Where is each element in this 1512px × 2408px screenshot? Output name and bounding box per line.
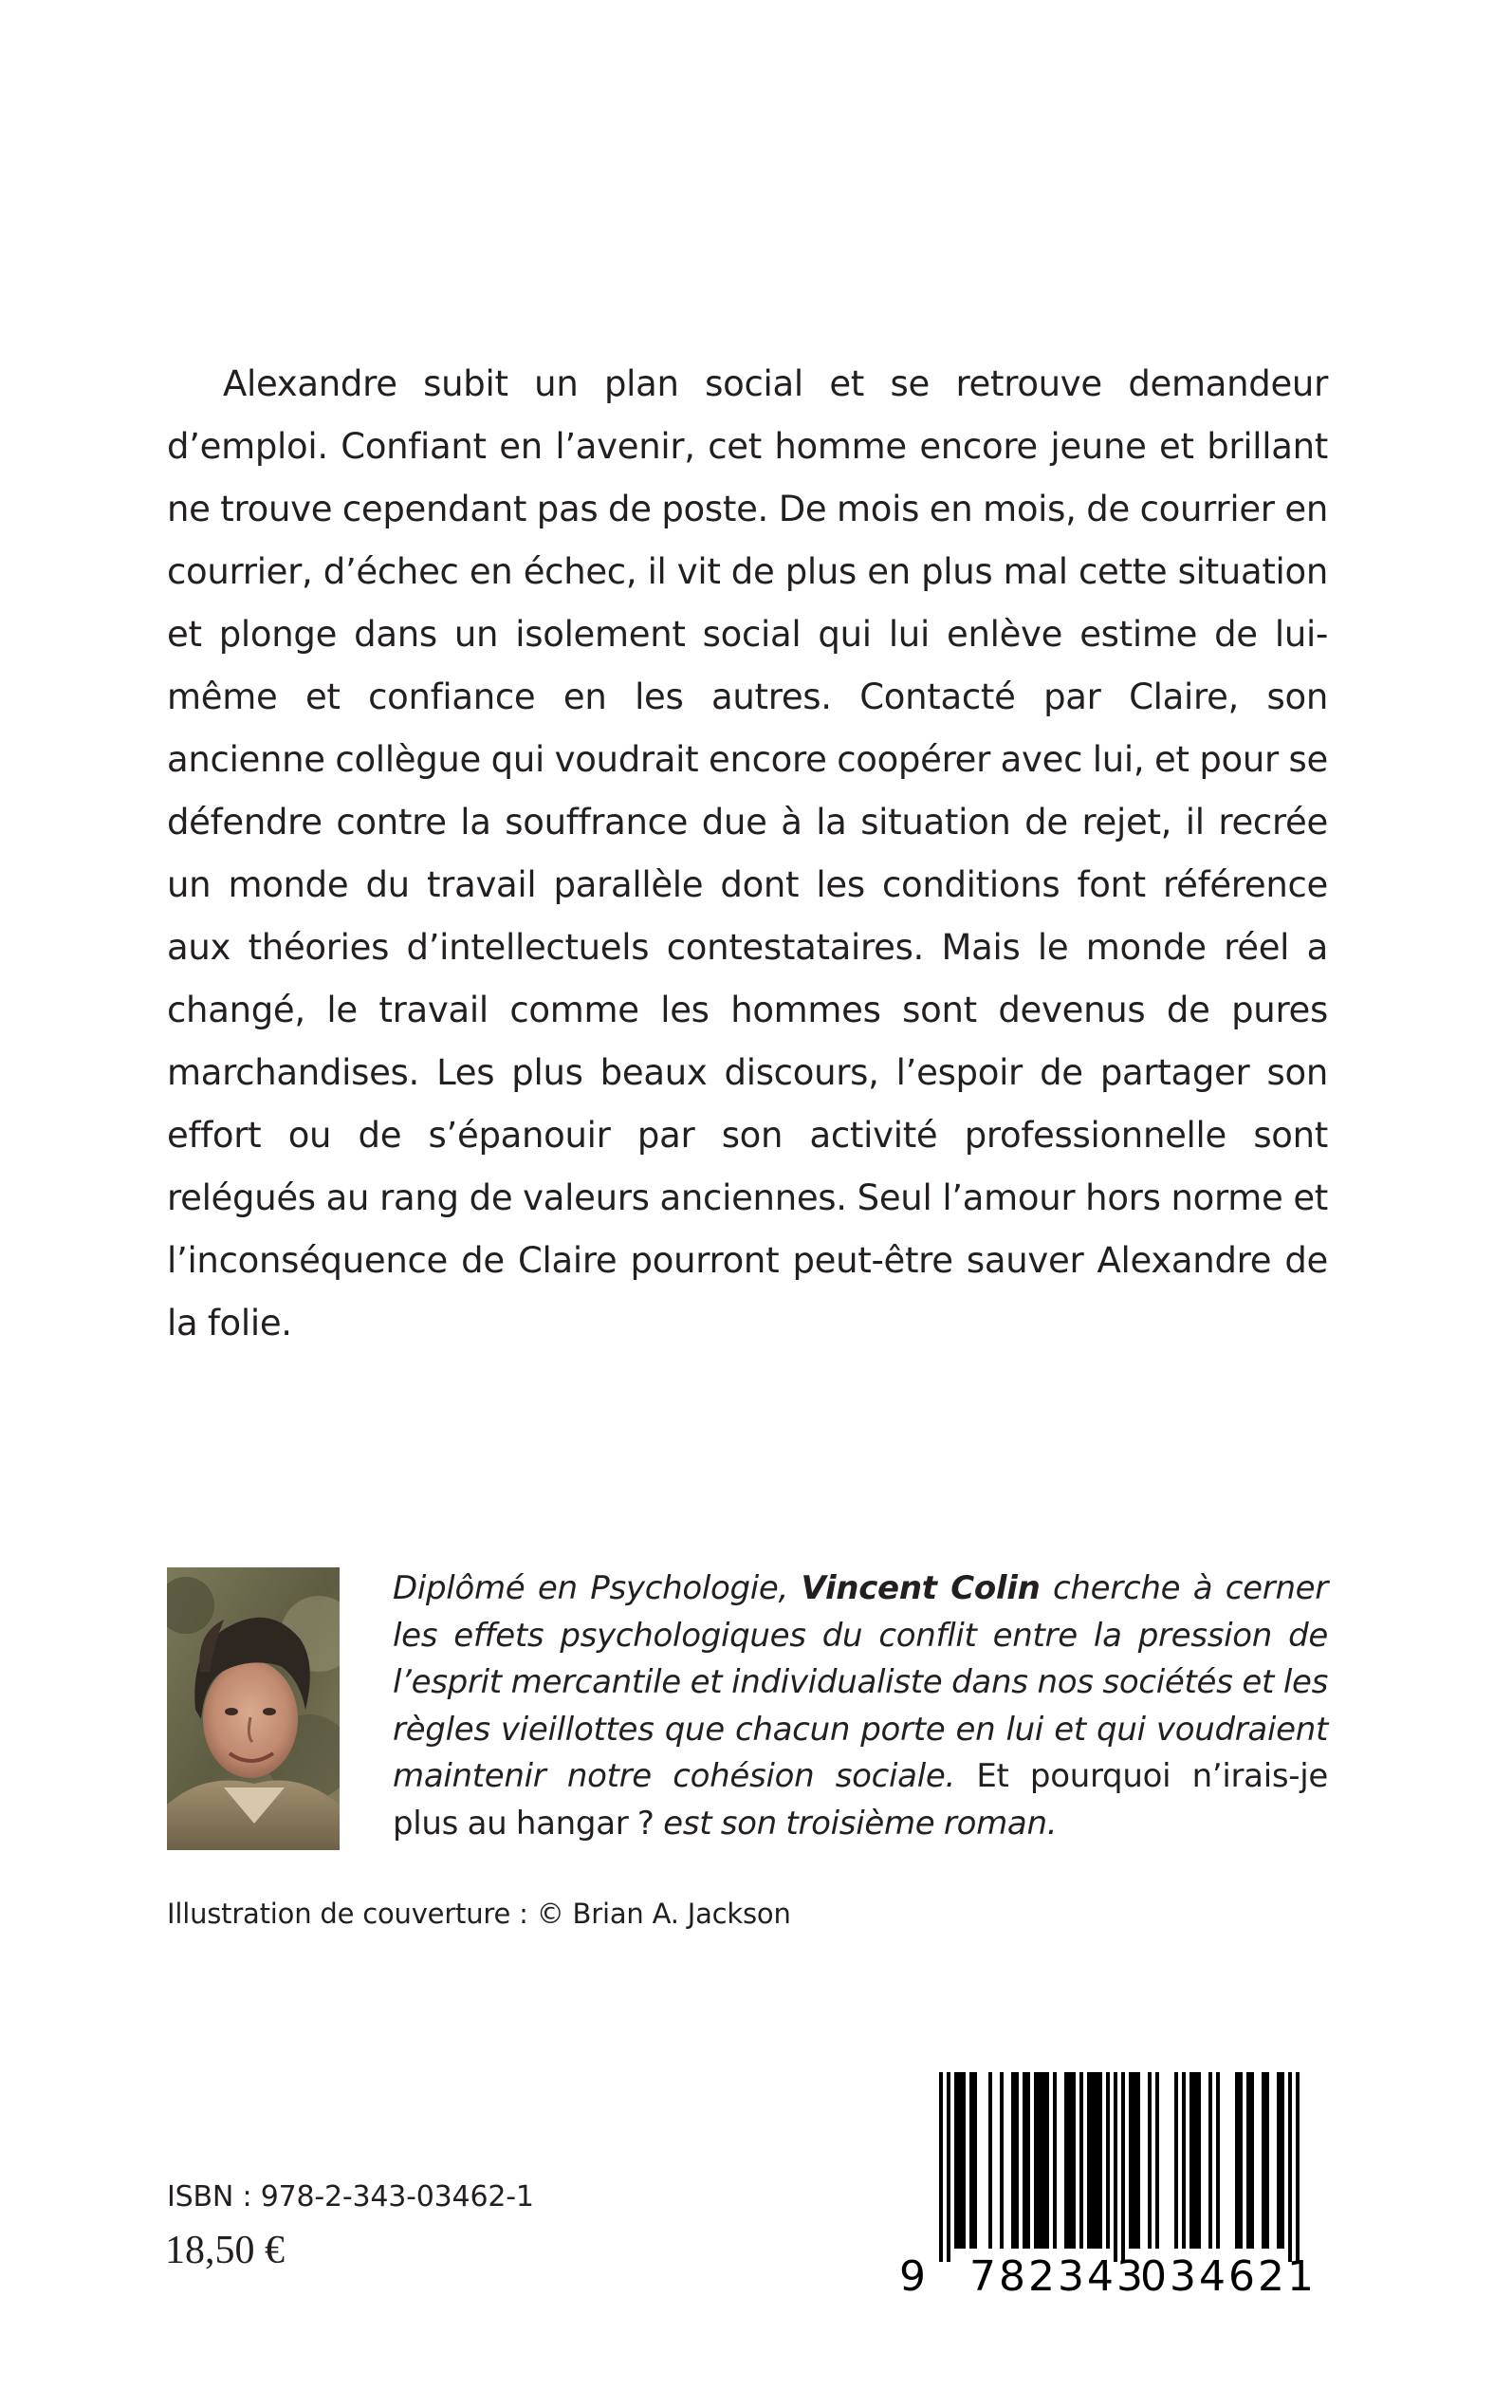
- barcode-bar: [1208, 2072, 1212, 2249]
- book-title: Et pourquoi n’irais-je plus au hangar ?: [393, 1757, 1328, 1843]
- barcode-bar: [1095, 2072, 1098, 2249]
- barcode-bar: [958, 2072, 962, 2249]
- barcode-bar: [1193, 2072, 1197, 2249]
- barcode-bar: [1011, 2072, 1015, 2249]
- barcode-bar: [1189, 2072, 1193, 2249]
- bio-intro: Diplômé en Psychologie,: [393, 1569, 802, 1607]
- barcode-bar: [1038, 2072, 1042, 2249]
- barcode-bar: [1136, 2072, 1140, 2249]
- barcode-bar: [1265, 2072, 1269, 2249]
- barcode-guard-bar: [1114, 2072, 1117, 2262]
- author-name: Vincent Colin: [801, 1569, 1041, 1607]
- barcode-bar: [1053, 2072, 1057, 2249]
- barcode-bar: [1197, 2072, 1201, 2249]
- author-bio: [393, 1565, 1328, 1847]
- barcode-bar: [1042, 2072, 1045, 2249]
- bio-body: cherche à cerner les effets psychologiques du conflit entre la pression de l’esprit mercantile et individualiste dans nos sociétés et les règles vieillottes que chacun porte en lui et qui voudraient maintenir notre cohésion sociale.: [393, 1569, 1328, 1795]
- barcode-bar: [1246, 2072, 1250, 2249]
- barcode-bar: [1000, 2072, 1004, 2249]
- barcode-bar: [1281, 2072, 1284, 2249]
- barcode-bar: [1026, 2072, 1030, 2249]
- barcode: [895, 2072, 1336, 2300]
- barcode-bar: [973, 2072, 977, 2249]
- barcode-guard-bar: [1296, 2072, 1300, 2262]
- barcode-bar: [1129, 2072, 1133, 2249]
- barcode-guard-bar: [947, 2072, 950, 2262]
- barcode-bar: [1250, 2072, 1254, 2249]
- barcode-bar: [1072, 2072, 1076, 2249]
- barcode-bar: [1079, 2072, 1083, 2249]
- barcode-bar: [1106, 2072, 1110, 2249]
- barcode-bar: [1148, 2072, 1152, 2249]
- barcode-left-digits: 782343: [969, 2252, 1146, 2301]
- barcode-right-digits: 034621: [1140, 2252, 1317, 2301]
- barcode-bar: [1182, 2072, 1186, 2249]
- bio-outro: est son troisième roman.: [654, 1804, 1058, 1843]
- barcode-bar: [969, 2072, 973, 2249]
- barcode-bar: [1091, 2072, 1095, 2249]
- barcode-bar: [1034, 2072, 1038, 2249]
- barcode-digits: [895, 2252, 1336, 2300]
- barcode-lead-digit: 9: [899, 2252, 926, 2301]
- barcode-guard-bar: [1121, 2072, 1125, 2262]
- barcode-guard-bar: [939, 2072, 943, 2262]
- barcode-guard-bar: [1288, 2072, 1292, 2262]
- barcode-bar: [1235, 2072, 1239, 2249]
- barcode-bar: [1262, 2072, 1265, 2249]
- barcode-bar: [1064, 2072, 1068, 2249]
- cover-illustration-credit: Illustration de couverture : © Brian A. Jackson: [167, 1898, 791, 1930]
- barcode-bar: [1239, 2072, 1243, 2249]
- barcode-bar: [1155, 2072, 1159, 2249]
- author-photo: [167, 1567, 340, 1850]
- barcode-bar: [1098, 2072, 1102, 2249]
- barcode-bar: [1068, 2072, 1072, 2249]
- barcode-bar: [954, 2072, 958, 2249]
- barcode-bar: [1015, 2072, 1019, 2249]
- barcode-bars: [895, 2072, 1336, 2262]
- barcode-bar: [988, 2072, 992, 2249]
- barcode-bar: [1087, 2072, 1091, 2249]
- barcode-bar: [1133, 2072, 1136, 2249]
- barcode-bar: [1277, 2072, 1281, 2249]
- barcode-bar: [1216, 2072, 1220, 2249]
- barcode-bar: [1023, 2072, 1026, 2249]
- barcode-bar: [962, 2072, 966, 2249]
- barcode-bar: [1174, 2072, 1178, 2249]
- barcode-bar: [1045, 2072, 1049, 2249]
- price: 18,50 €: [165, 2229, 285, 2272]
- book-summary: Alexandre subit un plan social et se retrouve demandeur d’emploi. Confiant en l’avenir, cet homme encore jeune et brillant ne trouve cependant pas de poste. De mois en mois, de courrier en courrier, d’échec en échec, il vit de plus en plus mal cette situation et plonge dans un isolement social qui lui enlève estime de lui-même et confiance en les autres. Contacté par Claire, son ancienne collègue qui voudrait encore coopérer avec lui, et pour se défendre contre la souffrance due à la situation de rejet, il recrée un monde du travail parallèle dont les conditions font référence aux théories d’intellectuels contestataires. Mais le monde réel a changé, le travail comme les hommes sont devenus de pures marchandises. Les plus beaux discours, l’espoir de partager son effort ou de s’épanouir par son activité professionnelle sont relégués au rang de valeurs anciennes. Seul l’amour hors norme et l’inconséquence de Claire pourront peut-être sauver Alexandre de la folie.: [167, 363, 1328, 1343]
- isbn: ISBN : 978-2-343-03462-1: [167, 2180, 534, 2214]
